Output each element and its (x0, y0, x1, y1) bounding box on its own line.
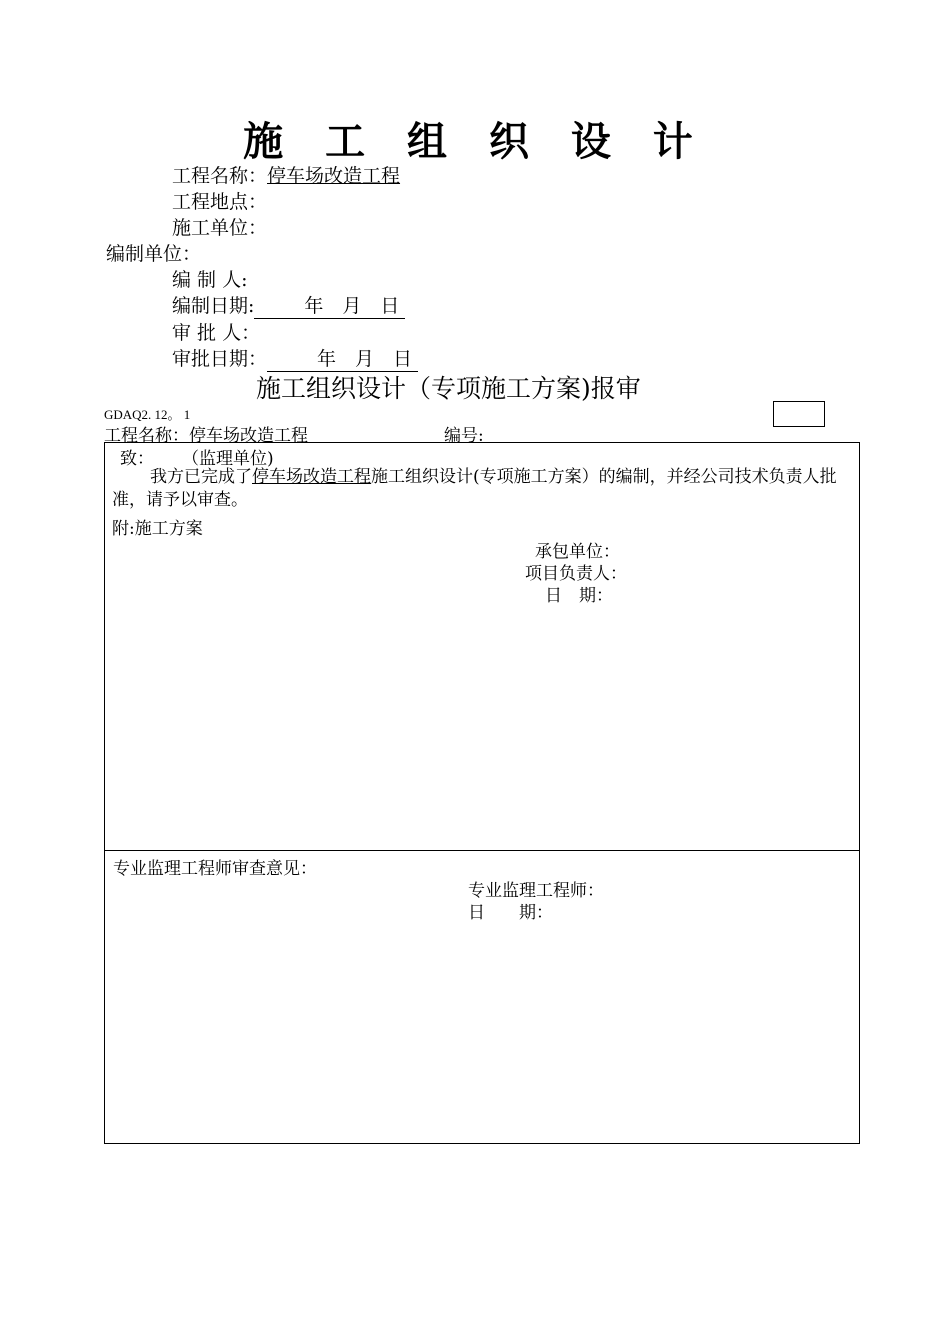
number-box (773, 401, 825, 427)
manager-sign: 项目负责人： (525, 564, 627, 584)
compile-date-row (172, 291, 405, 319)
form-title: 施工组织设计（专项施工方案)报审 (256, 374, 641, 403)
form-project-line: 工程名称：停车场改造工程 (104, 426, 308, 446)
to-value: （监理单位) (182, 449, 274, 469)
approve-date-value: 年 月 日 (267, 344, 418, 372)
compiler-unit-label: 编制单位： (106, 243, 202, 265)
review-table (104, 442, 860, 1144)
contractor-sign: 承包单位： (535, 542, 620, 562)
compiler-label: 编 制 人: (172, 269, 248, 291)
review-heading: 专业监理工程师审查意见： (113, 859, 317, 879)
body-suffix: 施工组织设计(专项施工方案）的编制，并经公司技术负责人批准，请予以审查。 (112, 467, 837, 510)
date-sign: 日 期： (545, 586, 613, 606)
project-name-row (172, 161, 400, 188)
contractor-label: 施工单位： (172, 217, 268, 239)
location-label: 工程地点： (172, 191, 268, 213)
approve-date-label: 审批日期： (172, 348, 268, 370)
table-divider (104, 850, 860, 851)
to-label: 致： (120, 449, 154, 469)
project-name-label: 工程名称： (172, 165, 268, 187)
approve-date-row (172, 344, 418, 372)
form-code: GDAQ2. 12。 1 (104, 407, 191, 422)
project-name-value: 停车场改造工程 (267, 165, 401, 187)
cover-title: 施 工 组 织 设 计 (243, 118, 707, 165)
approver-label: 审 批 人： (172, 322, 261, 344)
number-label: 编号: (444, 426, 484, 446)
engineer-sign: 专业监理工程师： (468, 881, 604, 901)
compile-date-value: 年 月 日 (254, 291, 405, 319)
body-prefix: 我方已完成了 (150, 467, 252, 487)
submission-paragraph (112, 466, 852, 512)
compile-date-label: 编制日期: (172, 295, 255, 317)
engineer-date: 日 期： (468, 903, 553, 923)
attachment: 附:施工方案 (112, 519, 203, 539)
body-project: 停车场改造工程 (252, 467, 371, 487)
